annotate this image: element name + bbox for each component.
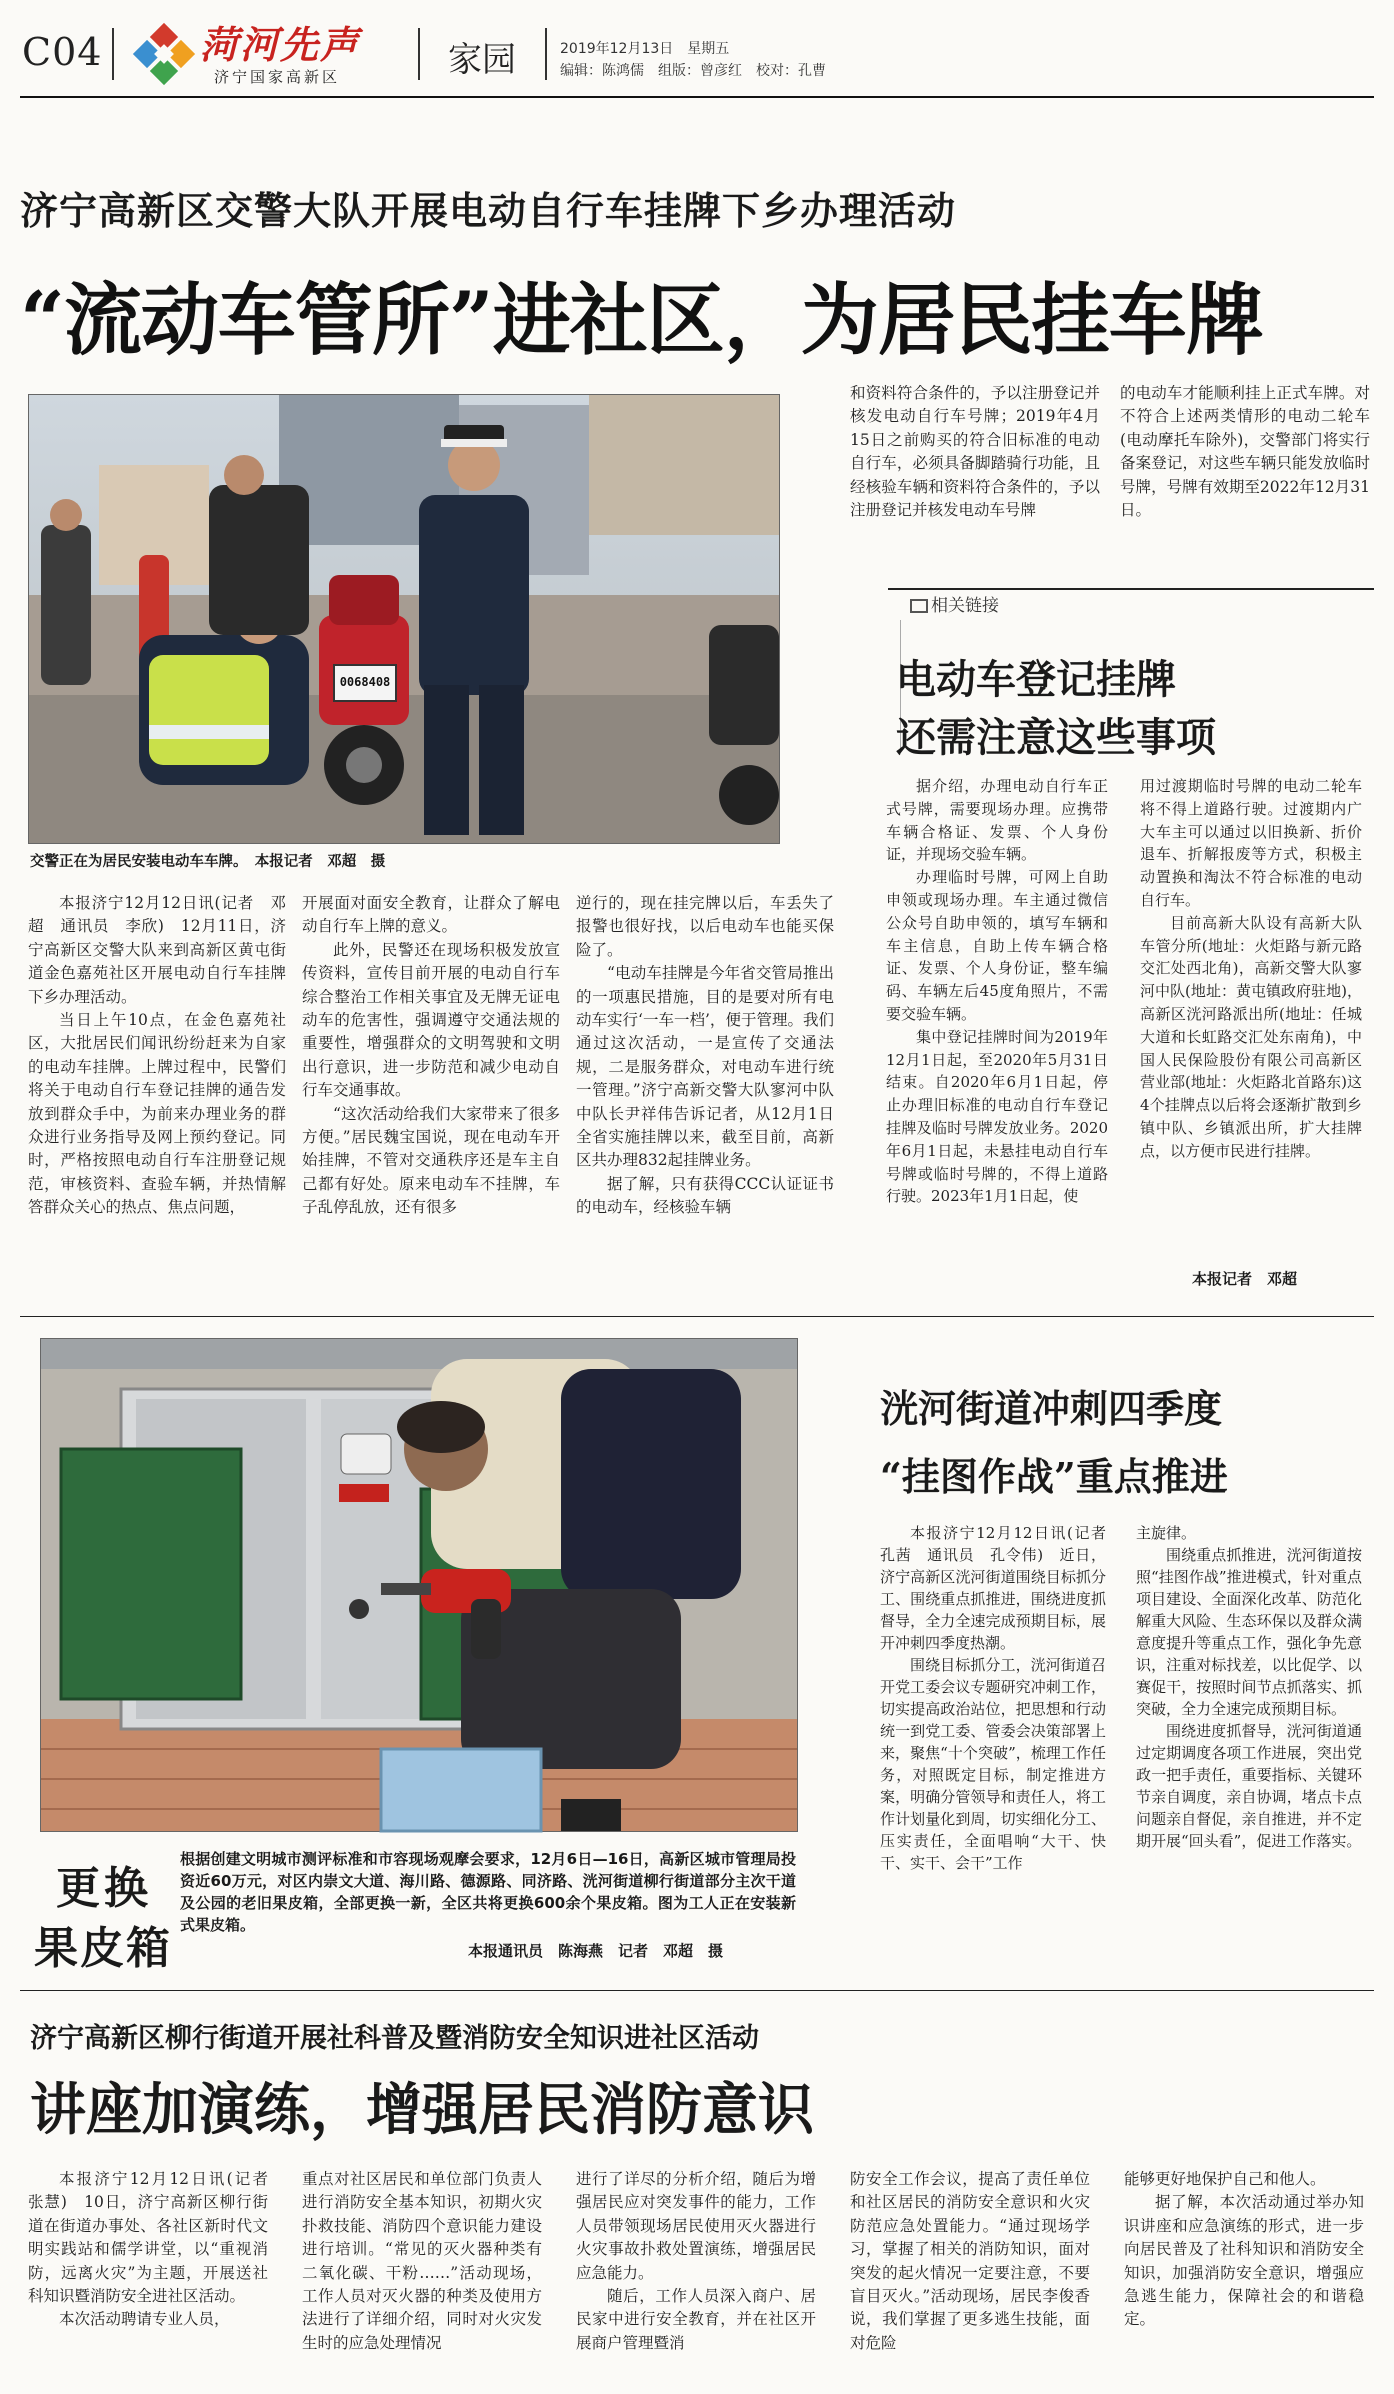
related-col1: [886, 775, 1108, 1295]
related-headline-line1: 电动车登记挂牌: [896, 656, 1176, 703]
paragraph: 据了解，只有获得CCC认证证书的电动车，经核验车辆: [576, 1174, 834, 1217]
related-tag-label: 相关链接: [931, 596, 999, 616]
article2-headline-line2: “挂图作战”重点推进: [880, 1454, 1228, 1499]
article2-headline-line1: 洸河街道冲刺四季度: [880, 1386, 1223, 1431]
article1-col3: [576, 892, 834, 1312]
section-rule-2: [20, 1990, 1374, 1991]
paragraph: “电动车挂牌是今年省交管局推出的一项惠民措施，目的是要对所有电动车实行‘一车一档’，便于管理。我们通过这次活动，一是宣传了交通法规，二是服务群众，对电动车进行统一管理。”济宁高新交警大队寥河中队中队长尹祥伟告诉记者，从12月1日全省实施挂牌以来，截至目前，高新区共办理832起挂牌业务。: [576, 964, 834, 1170]
article3-headline: 讲座加演练，增强居民消防意识: [30, 2077, 814, 2143]
paragraph: 本次活动聘请专业人员，: [59, 2310, 230, 2329]
paragraph: 防安全工作会议，提高了责任单位和社区居民的消防安全意识和火灾防范应急处置能力。“通过现场学习，掌握了相关的消防知识，面对突发的起火情况一定要注意，不要盲目灭火。”活动现场，居民李俊香说，我们掌握了更多逃生技能，面对危险: [850, 2170, 1090, 2352]
paragraph: 本报济宁12月12日讯(记者 张慧) 10日，济宁高新区柳行街道在街道办事处、各社区新时代文明实践站和儒学讲堂，以“重视消防，远离火灾”为主题，开展送社科知识暨消防安全进社区活动。: [28, 2170, 284, 2306]
article3-col4: [850, 2168, 1090, 2388]
related-tag: [910, 591, 999, 616]
paragraph: 的电动车才能顺利挂上正式车牌。对不符合上述两类情形的电动二轮车(电动摩托车除外)，交警部门将实行备案登记，对这些车辆只能发放临时号牌，号牌有效期至2022年12月31日。: [1120, 384, 1370, 520]
section-title: 家园: [448, 40, 516, 80]
paragraph: 主旋律。: [1136, 1524, 1197, 1542]
header-divider-3: [545, 28, 547, 80]
paragraph: 围绕重点抓推进，洸河街道按照“挂图作战”推进模式，针对重点项目建设、全面深化改革、防范化解重大风险、生态环保以及群众满意度提升等重点工作，强化争先意识，注重对标找差，以比促学、以赛促干，按照时间节点抓落实、抓突破，全力全速完成预期目标。: [1136, 1546, 1362, 1718]
paragraph: 目前高新大队设有高新大队车管分所(地址：火炬路与新元路交汇处西北角)，高新交警大队寥河中队(地址：黄屯镇政府驻地)，高新区洸河路派出所(地址：任城大道和长虹路交汇处东南角)，中国人民保险股份有限公司高新区营业部(地址：火炬路北首路东)这4个挂牌点以后将会逐渐扩散到乡镇中队、乡镇派出所，扩大挂牌点，以方便市民进行挂牌。: [1140, 913, 1362, 1160]
header-divider: [112, 28, 114, 80]
trash-bin-label-line1: 更换: [56, 1863, 152, 1914]
logo-calligraphy: 菏河先声: [200, 22, 361, 67]
related-byline: 本报记者 邓超: [1192, 1270, 1298, 1288]
license-plate: 0068408: [339, 675, 391, 689]
article1-headline: “流动车管所”进社区，为居民挂车牌: [20, 275, 1263, 366]
paragraph: 开展面对面安全教育，让群众了解电动自行车上牌的意义。: [302, 894, 560, 936]
trash-bin-caption: 根据创建文明城市测评标准和市容现场观摩会要求，12月6日—16日，高新区城市管理局投资近60万元，对区内崇文大道、海川路、德源路、同济路、洸河街道柳行街道部分主次干道及公园的老旧果皮箱，全部更换一新，全区共将更换600余个果皮箱。图为工人正在安装新式果皮箱。: [180, 1850, 796, 1934]
article1-photo: [28, 394, 780, 844]
link-icon: [910, 599, 928, 613]
trash-bin-credit: 本报通讯员 陈海燕 记者 邓超 摄: [468, 1942, 724, 1960]
paragraph: 能够更好地保护自己和他人。: [1124, 2170, 1326, 2188]
paragraph: 本报济宁12月12日讯(记者 孔茜 通讯员 孔令伟) 近日，济宁高新区洸河街道围绕目标抓分工、围绕重点抓推进，围绕进度抓督导，全力全速完成预期目标，展开冲刺四季度热潮。: [880, 1524, 1122, 1652]
paragraph: 据了解，本次活动通过举办知识讲座和应急演练的形式，进一步向居民普及了社科知识和消防安全知识，加强消防安全意识，增强应急逃生能力，保障社会的和谐稳定。: [1124, 2193, 1364, 2329]
paragraph: 随后，工作人员深入商户、居民家中进行安全教育，并在社区开展商户管理暨消: [576, 2287, 816, 2352]
article3-col3: [576, 2168, 816, 2388]
article2-col2: [1136, 1522, 1362, 1972]
paragraph: “这次活动给我们大家带来了很多方便。”居民魏宝国说，现在电动车开始挂牌，不管对交通秩序还是车主自己都有好处。原来电动车不挂牌，车子乱停乱放，还有很多: [302, 1104, 560, 1217]
article2-col1: [880, 1522, 1122, 1972]
paragraph: 和资料符合条件的，予以注册登记并核发电动自行车号牌；2019年4月15日之前购买的符合旧标准的电动自行车，必须具备脚踏骑行功能，且经核验车辆和资料符合条件的，予以注册登记并核发电动车号牌: [850, 384, 1100, 520]
paragraph: 用过渡期临时号牌的电动二轮车将不得上道路行驶。过渡期内广大车主可以通过以旧换新、折价退车、折解报废等方式，积极主动置换和淘汰不符合标准的电动自行车。: [1140, 777, 1362, 909]
article1-kicker: 济宁高新区交警大队开展电动自行车挂牌下乡办理活动: [20, 188, 957, 233]
article1-photo-caption: 交警正在为居民安装电动车车牌。 本报记者 邓超 摄: [30, 854, 386, 870]
paragraph: 办理临时号牌，可网上自助申领或现场办理。车主通过微信公众号自助申领的，填写车辆和车主信息，自助上传车辆合格证、发票、个人身份证，整车编码、车辆左后45度角照片，不需要交验车辆。: [886, 868, 1108, 1023]
article3-col5: [1124, 2168, 1364, 2388]
article1-col5: [1120, 382, 1370, 557]
header-divider-2: [418, 28, 420, 80]
article3-col1: [28, 2168, 284, 2388]
header-rule: [20, 96, 1374, 98]
newspaper-logo-icon: [140, 30, 188, 78]
paragraph: 围绕进度抓督导，洸河街道通过定期调度各项工作进展，突出党政一把手责任，重要指标、关键环节亲自调度，亲自协调，堵点卡点问题亲自督促，亲自推进，并不定期开展“回头看”，促进工作落实。: [1136, 1722, 1362, 1850]
article1-col4: [850, 382, 1100, 557]
paragraph: 当日上午10点，在金色嘉苑社区，大批居民们闻讯纷纷赶来为自家的电动车挂牌。上牌过程中，民警们将关于电动自行车登记挂牌的通告发放到群众手中，为前来办理业务的群众进行业务指导及网上预约登记。同时，严格按照电动自行车注册登记规范，审核资料、查验车辆，并热情解答群众关心的热点、焦点问题，: [28, 1011, 286, 1217]
trash-bin-label-line2: 果皮箱: [34, 1923, 172, 1974]
article1-col2: [302, 892, 560, 1312]
related-col2: [1140, 775, 1362, 1255]
masthead: [0, 0, 1394, 95]
paragraph: 集中登记挂牌时间为2019年12月1日起，至2020年5月31日结束。自2020年6月1日起，停止办理旧标准的电动自行车登记挂牌及临时号牌发放业务。2020年6月1日起，未悬挂电动自行车号牌或临时号牌的，不得上道路行驶。2023年1月1日起，使: [886, 1027, 1108, 1206]
paragraph: 本报济宁12月12日讯(记者 邓超 通讯员 李欣) 12月11日，济宁高新区交警大队来到高新区黄屯街道金色嘉苑社区开展电动自行车挂牌下乡办理活动。: [28, 894, 286, 1006]
related-top-rule: [888, 588, 1374, 590]
trash-bin-photo: [40, 1338, 798, 1832]
related-headline-line2: 还需注意这些事项: [896, 714, 1216, 761]
article1-col1: [28, 892, 286, 1312]
paragraph: 重点对社区居民和单位部门负责人进行消防安全基本知识，初期火灾扑救技能、消防四个意识能力建设进行培训。“常见的灭火器种类有二氧化碳、干粉……”活动现场，工作人员对灭火器的种类及使用方法进行了详细介绍，同时对火灾发生时的应急处理情况: [302, 2170, 542, 2352]
page-code: C04: [22, 30, 103, 74]
paragraph: 进行了详尽的分析介绍，随后为增强居民应对突发事件的能力，工作人员带领现场居民使用灭火器进行火灾事故扑救处置演练，增强居民应急能力。: [576, 2170, 816, 2282]
issue-date: 2019年12月13日 星期五: [560, 41, 730, 57]
article3-kicker: 济宁高新区柳行街道开展社科普及暨消防安全知识进社区活动: [30, 2023, 759, 2054]
paragraph: 此外，民警还在现场积极发放宣传资料，宣传目前开展的电动自行车综合整治工作相关事宜及无牌无证电动车的危害性，强调遵守交通法规的重要性，增强群众的文明驾驶和文明出行意识，进一步防范和减少电动自行车交通事故。: [302, 940, 560, 1100]
article3-col2: [302, 2168, 542, 2388]
logo-subtitle: 济宁国家高新区: [214, 68, 341, 86]
paragraph: 围绕目标抓分工，洸河街道召开党工委会议专题研究冲刺工作，切实提高政治站位，把思想和行动统一到党工委、管委会决策部署上来，聚焦“十个突破”，梳理工作任务，对照既定目标，制定推进方案，明确分管领导和责任人，将工作计划量化到周，切实细化分工、压实责任，全面唱响“大干、快干、实干、会干”工作: [880, 1656, 1106, 1872]
paragraph: 据介绍，办理电动自行车正式号牌，需要现场办理。应携带车辆合格证、发票、个人身份证，并现场交验车辆。: [886, 777, 1108, 864]
section-rule-1: [20, 1316, 1374, 1317]
paragraph: 逆行的，现在挂完牌以后，车丢失了报警也很好找，以后电动车也能买保险了。: [576, 894, 834, 959]
editors-line: 编辑：陈鸿儒 组版：曾彦红 校对：孔曹: [560, 63, 826, 79]
